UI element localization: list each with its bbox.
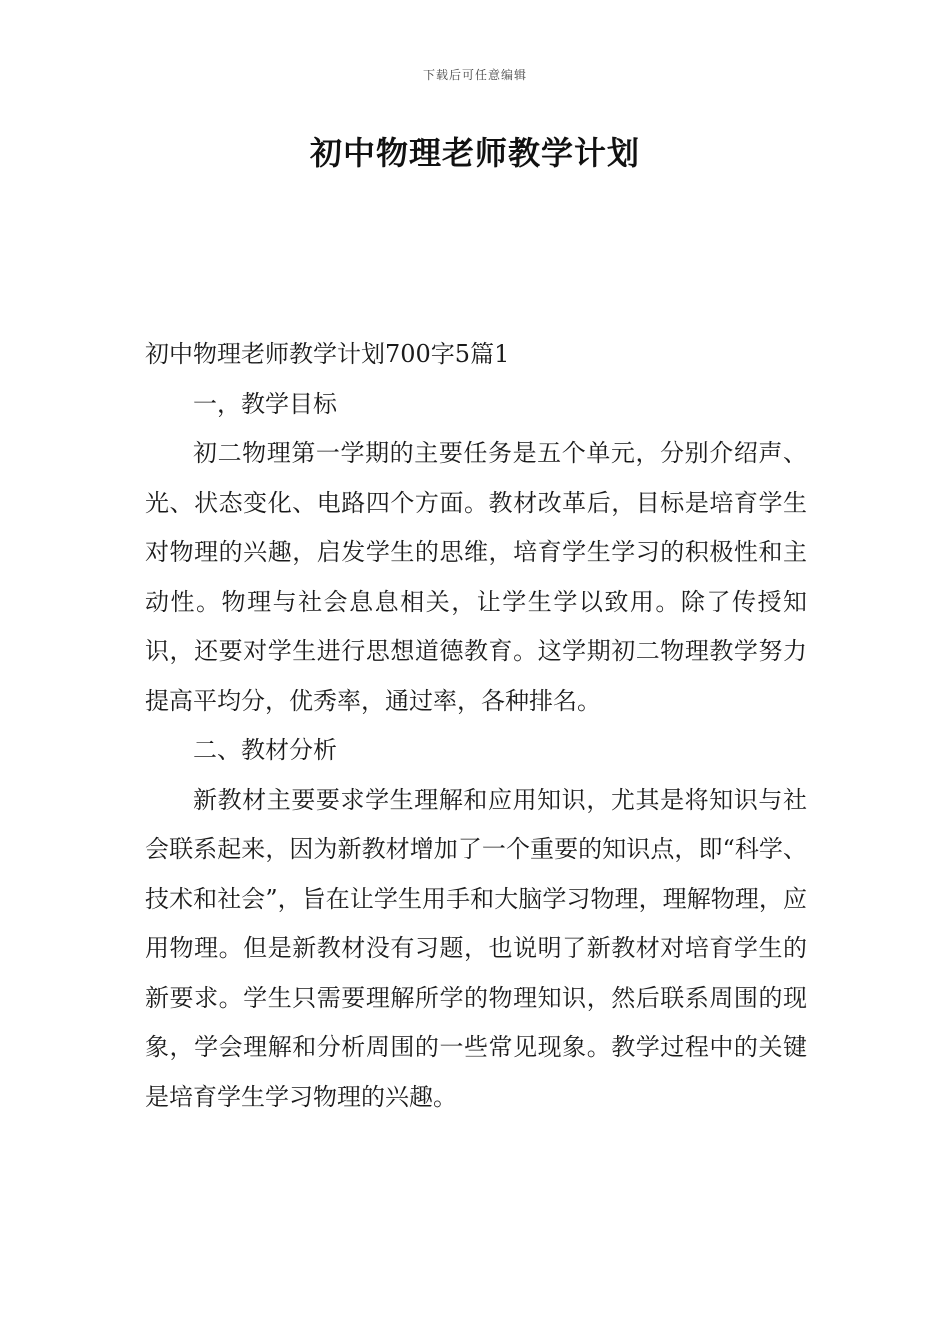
paragraph-analysis: 新教材主要要求学生理解和应用知识，尤其是将知识与社会联系起来，因为新教材增加了一个重要的知识点，即“科学、技术和社会”，旨在让学生用手和大脑学习物理，理解物理，应用物理。但是新教材没有习题，也说明了新教材对培育学生的新要求。学生只需要理解所学的物理知识，然后联系周围的现象，学会理解和分析周围的一些常见现象。教学过程中的关键是培育学生学习物理的兴趣。 — [145, 785, 807, 1111]
section-heading-goals: 一，教学目标 — [193, 389, 337, 418]
section-heading-analysis: 二、教材分析 — [193, 736, 337, 764]
subtitle-line: 初中物理老师教学计划700字5篇1 — [145, 340, 510, 368]
paragraph-goals: 初二物理第一学期的主要任务是五个单元，分别介绍声、光、状态变化、电路四个方面。教材改革后，目标是培育学生对物理的兴趣，启发学生的思维，培育学生学习的积极性和主动性。物理与社会息息相关，让学生学以致用。除了传授知识，还要对学生进行思想道德教育。这学期初二物理教学努力提高平均分，优秀率，通过率，各种排名。 — [145, 439, 807, 715]
document-title: 初中物理老师教学计划 — [309, 134, 640, 172]
header-note: 下载后可任意编辑 — [422, 68, 527, 82]
document-body — [145, 330, 807, 1122]
